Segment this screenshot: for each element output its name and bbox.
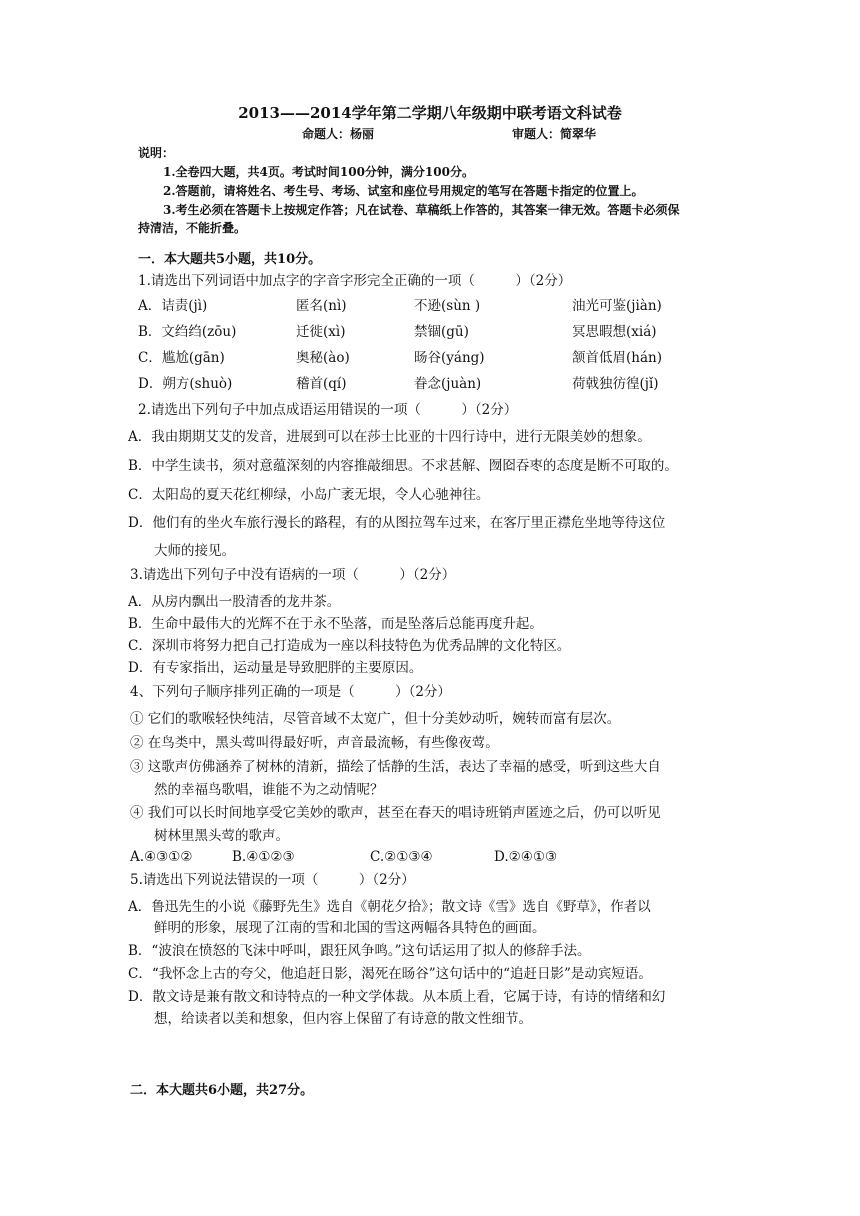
q1-d-3: 眷念(juàn) [414,376,482,392]
q5-option-b: B．“波浪在愤怒的飞沫中呼叫，跟狂风争鸣。”这句话运用了拟人的修辞手法。 [128,943,591,959]
q4-sentence-4: ④ 我们可以长时间地享受它美妙的歌声，甚至在春天的唱诗班销声匿迹之后，仍可以听见 [130,805,661,821]
q1-d-2: 稽首(qí) [296,376,347,392]
q1-b-1: B．文绉绉(zōu) [138,324,237,340]
section-2-heading: 二．本大题共6小题，共27分。 [130,1083,314,1098]
q4-choice-d: D.②④①③ [494,849,558,865]
instructions-label: 说明： [138,146,175,160]
q4-stem: 4、下列句子顺序排列正确的一项是（ ）（2分） [130,684,451,700]
q1-b-3: 禁锢(gū) [414,324,469,340]
q2-option-d-cont: 大师的接见。 [154,543,235,559]
q4-sentence-4-cont: 树林里黑头莺的歌声。 [154,828,289,844]
q4-sentence-1: ① 它们的歌喉轻快纯洁，尽管音域不太宽广，但十分美妙动听，婉转而富有层次。 [130,711,621,727]
instruction-2: 2.答题前，请将姓名、考生号、考场、试室和座位号用规定的笔写在答题卡指定的位置上。 [163,184,644,198]
q3-option-c: C．深圳市将努力把自己打造成为一座以科技特色为优秀品牌的文化特区。 [128,638,571,654]
q5-option-a: A．鲁迅先生的小说《藤野先生》选自《朝花夕拾》；散文诗《雪》选自《野草》，作者以 [128,899,651,915]
instruction-3-cont: 持清洁，不能折叠。 [138,221,247,235]
q1-a-3: 不逊(sùn ) [414,298,481,314]
q5-stem: 5.请选出下列说法错误的一项（ ）（2分） [130,872,415,888]
q4-choice-a: A.④③①② [130,849,193,865]
q3-option-d: D．有专家指出，运动量是导致肥胖的主要原因。 [128,660,423,676]
instruction-3: 3.考生必须在答题卡上按规定作答；凡在试卷、草稿纸上作答的，其答案一律无效。答题卡必须保 [163,203,680,217]
q1-c-4: 颔首低眉(hán) [572,350,662,366]
q1-d-1: D．朔方(shuò) [138,376,233,392]
q2-option-b: B．中学生读书，须对意蕴深刻的内容推敲细思。不求甚解、囫囵吞枣的态度是断不可取的。 [128,458,678,474]
q1-a-2: 匿名(nì) [296,298,347,314]
q1-a-4: 油光可鉴(jiàn) [572,298,662,314]
q1-c-3: 旸谷(yáng) [414,350,485,366]
q5-option-d-cont: 想，给读者以美和想象，但内容上保留了有诗意的散文性细节。 [154,1011,532,1027]
instruction-1: 1.全卷四大题，共4页。考试时间100分钟，满分100分。 [163,165,474,179]
q3-option-a: A．从房内飘出一股清香的龙井茶。 [128,594,341,610]
q4-sentence-3: ③ 这歌声仿佛涵养了树林的清新，描绘了恬静的生活，表达了幸福的感受，听到这些大自 [130,759,661,775]
q2-option-a: A．我由期期艾艾的发音，进展到可以在莎士比亚的十四行诗中，进行无限美妙的想象。 [128,429,651,445]
q1-b-2: 迁徙(xì) [296,324,346,340]
section-1-heading: 一．本大题共5小题，共10分。 [138,252,322,267]
q1-a-1: A．诘责(jì) [138,298,208,314]
q3-stem: 3.请选出下列句子中没有语病的一项（ ）（2分） [130,567,456,583]
q5-option-d: D．散文诗是兼有散文和诗特点的一种文学体裁。从本质上看，它属于诗，有诗的情绪和幻 [128,989,666,1005]
q2-option-c: C．太阳岛的夏天花红柳绿，小岛广袤无垠，令人心驰神往。 [128,487,490,503]
q4-sentence-2: ② 在鸟类中，黑头莺叫得最好听，声音最流畅，有些像夜莺。 [130,735,499,751]
q3-option-b: B．生命中最伟大的光辉不在于永不坠落，而是坠落后总能再度升起。 [128,616,543,632]
q1-c-2: 奥秘(ào) [296,350,350,366]
q5-option-c: C．“我怀念上古的夸父，他追赶日影，渴死在旸谷”这句话中的“追赶日影”是动宾短语。 [128,966,652,982]
q1-stem: 1.请选出下列词语中加点字的字音字形完全正确的一项（ ）（2分） [138,273,572,289]
exam-title: 2013——2014学年第二学期八年级期中联考语文科试卷 [238,104,622,122]
q2-stem: 2.请选出下列句子中加点成语运用错误的一项（ ）（2分） [138,402,518,418]
author-label: 命题人：杨丽 [302,127,375,141]
q2-option-d: D．他们有的坐火车旅行漫长的路程，有的从图拉驾车过来，在客厅里正襟危坐地等待这位 [128,515,666,531]
q1-b-4: 冥思暇想(xiá) [572,324,657,340]
q1-c-1: C．尴尬(gān) [138,350,225,366]
q4-choice-c: C.②①③④ [370,849,433,865]
q5-option-a-cont: 鲜明的形象，展现了江南的雪和北国的雪这两幅各具特色的画面。 [154,920,546,936]
q1-d-4: 荷戟独彷徨(jǐ) [572,376,659,392]
reviewer-label: 审题人：简翠华 [512,127,597,141]
q4-sentence-3-cont: 然的幸福鸟歌唱，谁能不为之动情呢？ [154,782,384,798]
q4-choice-b: B.④①②③ [232,849,295,865]
